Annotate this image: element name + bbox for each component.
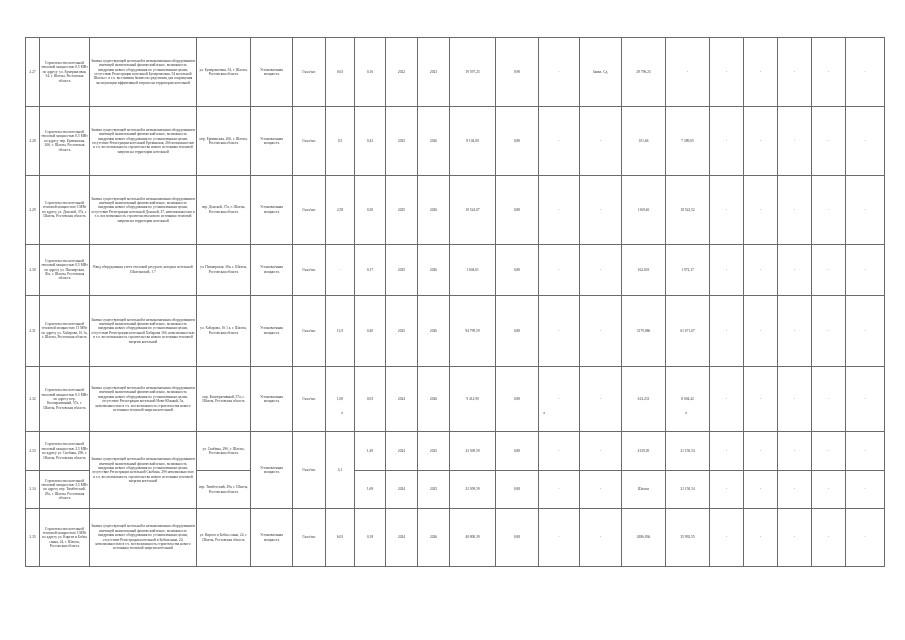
table-row <box>26 38 885 107</box>
cell-num: 2.33 <box>26 432 40 470</box>
investment-table <box>25 37 885 567</box>
cell-c16: 1 972,17 <box>666 244 710 295</box>
cell-c10: 2026 <box>418 244 450 295</box>
cell-c16: 61 671,67 <box>666 295 710 366</box>
cell-c7: 6,03 <box>326 509 355 567</box>
cell-c8: 1,49 <box>355 432 386 470</box>
cell-c13: - <box>539 432 580 470</box>
cell-c15: Шахты <box>622 470 666 508</box>
cell-addr: пер. Донской, 37а, г. Шахты, Ростовская область <box>197 175 251 244</box>
cell-num: 2.28 <box>26 106 40 175</box>
cell-c18: - <box>744 175 778 244</box>
cell-c19: - <box>778 366 812 432</box>
cell-c14: - <box>580 432 622 470</box>
cell-addr: ул. Пионерская, 30а, г. Шахты, Ростовская область <box>197 244 251 295</box>
cell-name: Строительство котельной тепловой мощностью 3 МВт по адресу ул. Донской, 37а, г. Шахты, Ростовская область <box>40 175 90 244</box>
cell-c8: 0,18 <box>355 509 386 567</box>
stray-mark-3: a <box>685 410 688 415</box>
cell-c21: - <box>846 106 885 175</box>
cell-c7: 2,58 <box>326 175 355 244</box>
cell-num: 2.31 <box>26 295 40 366</box>
cell-c9: 2025 <box>386 295 418 366</box>
cell-c10: 2026 <box>418 295 450 366</box>
cell-num: 2.27 <box>26 38 40 107</box>
cell-c12: 0,80 <box>496 244 539 295</box>
cell-type: Установленная мощность <box>251 295 293 366</box>
cell-c17: - <box>710 175 744 244</box>
cell-just: Замена существующей котельной в неэкономичным оборудованием имеющей значительный физический износ, возможность внедрения нового оборудования по установленным целям, отсутствие Регистрации котельной Хабарова 16б, невозможностью в т.ч. воз возможность строительства нового источника тепловой энергии котельной <box>90 295 197 366</box>
cell-c18: - <box>744 244 778 295</box>
cell-c18: - <box>744 295 778 366</box>
cell-unit: Гкал/час <box>293 175 326 244</box>
cell-c12: 0,90 <box>496 38 539 107</box>
cell-c21: - <box>846 509 885 567</box>
cell-c18: - <box>744 509 778 567</box>
cell-c11: 1 604,01 <box>450 244 496 295</box>
cell-c17: - <box>710 432 744 470</box>
cell-type: Установленная мощность <box>251 175 293 244</box>
cell-c16: 21 150,54 <box>666 470 710 508</box>
table-row <box>26 432 885 470</box>
cell-unit: Гкал/час <box>293 366 326 432</box>
cell-unit: Гкал/час <box>293 295 326 366</box>
cell-unit: Гкал/час <box>293 244 326 295</box>
cell-c14: - <box>580 295 622 366</box>
cell-c10: 2026 <box>418 175 450 244</box>
cell-name: Строительство котельной тепловой мощностью 2,5 МВт по адресу ул. Скобина, 29б, г. Шахты, Ростовская область <box>40 432 90 470</box>
cell-c8: 0,43 <box>355 106 386 175</box>
cell-c12: 0,80 <box>496 175 539 244</box>
merged-cell-c7: 4,1 <box>326 432 355 509</box>
cell-c21: - <box>846 470 885 508</box>
stray-mark-1: a <box>341 410 344 415</box>
cell-c13: - <box>539 38 580 107</box>
cell-c9: 2024 <box>386 470 418 508</box>
cell-c17: - <box>710 295 744 366</box>
cell-c10: 2026 <box>418 366 450 432</box>
cell-c19: - <box>778 295 812 366</box>
cell-addr: пер. Тимбетский, 29а, г. Шахты, Ростовская область <box>197 470 251 508</box>
cell-c7: 0,63 <box>326 38 355 107</box>
cell-num: 2.29 <box>26 175 40 244</box>
cell-c10: 2026 <box>418 509 450 567</box>
cell-c7: - <box>326 244 355 295</box>
cell-c15: 1169,46 <box>622 175 666 244</box>
cell-c10: 2023 <box>418 38 450 107</box>
cell-c10: 2025 <box>418 470 450 508</box>
cell-name: Строительство котельной тепловой мощностью 0,5 МВт по адресу пер. Кооперативный, 57а, г. Шахты, Ростовская область <box>40 366 90 432</box>
cell-num: 2.34 <box>26 470 40 508</box>
merged-cell-type: Установленная мощность <box>251 432 293 509</box>
cell-addr: ул. Хабарова, 16 1 а, г. Шахты, Ростовская область <box>197 295 251 366</box>
cell-c18: - <box>744 38 778 107</box>
cell-num: 2.30 <box>26 244 40 295</box>
cell-name: Строительство котельной тепловой мощностью 3,5 МВт по адресу пер. Тимбетский, 29а, г. Шахты, Ростовская область <box>40 470 90 508</box>
cell-c10: 2025 <box>418 432 450 470</box>
cell-addr: ул. Скобина, 29б, г. Шахты, Ростовская область <box>197 432 251 470</box>
cell-c11: 19 524,07 <box>450 175 496 244</box>
cell-c14: - <box>580 509 622 567</box>
cell-c12: 0,80 <box>496 470 539 508</box>
stray-mark-2: a <box>543 410 546 415</box>
cell-c11: 19 597,25 <box>450 38 496 107</box>
merged-cell-unit: Гкал/час <box>293 432 326 509</box>
cell-c11: 40 800,39 <box>450 509 496 567</box>
cell-c21: - <box>846 366 885 432</box>
cell-c16: 21 150,54 <box>666 432 710 470</box>
cell-addr: пер. Кооперативный, 57а, г. Шахты, Ростовская область <box>197 366 251 432</box>
cell-c9: 2025 <box>386 244 418 295</box>
cell-c10: 2026 <box>418 106 450 175</box>
cell-c19: - <box>778 470 812 508</box>
cell-c14: - <box>580 470 622 508</box>
cell-addr: ул. Киргиз и Бобка санна, 24, г. Шахты, Ростовская область <box>197 509 251 567</box>
cell-c21: - <box>846 432 885 470</box>
cell-c8: 0,40 <box>355 295 386 366</box>
cell-c20: - <box>812 175 846 244</box>
cell-c20: - <box>812 509 846 567</box>
cell-c14: - <box>580 175 622 244</box>
cell-c12: 0,80 <box>496 366 539 432</box>
cell-unit: Гкал/час <box>293 509 326 567</box>
cell-just: Замена существующей котельной в неэкономичным оборудованием имеющей значительный физический износ, возможность внедрения нового оборудования по установленным целям, отсутствие Регистрации котельной Донской, 37, невозможностью в т.ч. воз возможность строительства нового источника тепловой энергии на территории котельной <box>90 175 197 244</box>
cell-c19: - <box>778 509 812 567</box>
cell-c14: - <box>580 106 622 175</box>
cell-name: Строительство котельной тепловой мощностью 15 МВт по адресу ул. Хабарова, 16 1а, г. Шахты, Ростовская область <box>40 295 90 366</box>
cell-c20: - <box>812 366 846 432</box>
cell-c13: - <box>539 366 580 432</box>
cell-addr: пер. Ереванская, 26б, г. Шахты, Ростовская область <box>197 106 251 175</box>
cell-c13: - <box>539 295 580 366</box>
cell-c16: 35 992,55 <box>666 509 710 567</box>
cell-c13: - <box>539 244 580 295</box>
table-row <box>26 509 885 567</box>
cell-c12: 0,80 <box>496 106 539 175</box>
cell-c8: 0,03 <box>355 366 386 432</box>
cell-c19: - <box>778 38 812 107</box>
cell-num: 2.32 <box>26 366 40 432</box>
table-row <box>26 295 885 366</box>
cell-c18: - <box>744 106 778 175</box>
cell-c15: 3179,086 <box>622 295 666 366</box>
cell-c20: - <box>812 38 846 107</box>
cell-addr: ул. Бумеранговая, 54, г. Шахты, Ростовская область <box>197 38 251 107</box>
cell-name: Строительство котельной тепловой мощностью 0,5 МВт по адресу: ул. Бумеранговая, 54, г. Шахты, Ростовская область <box>40 38 90 107</box>
cell-c14: Заявл. Сд. <box>580 38 622 107</box>
cell-type: Установленная мощность <box>251 509 293 567</box>
cell-c17: - <box>710 106 744 175</box>
cell-c15: 4139,05 <box>622 432 666 470</box>
cell-just: Замена существующей котельной в неэкономичным оборудованием имеющей значительный физический износ, возможность внедрения нового оборудования по установленным целям, отсутствие Регистрации котельной Бумеранговая, 54 котельной Шахты г. в т.ч. воз мнения бизнесов средствами для сокращения эксплуатации эффективной затраты на территории котельной <box>90 38 197 107</box>
cell-c12: 0,80 <box>496 295 539 366</box>
cell-c8: 1,69 <box>355 470 386 508</box>
cell-num: 2.35 <box>26 509 40 567</box>
cell-c11: 8 104,00 <box>450 106 496 175</box>
cell-c16: 18 522,52 <box>666 175 710 244</box>
cell-c19: - <box>778 106 812 175</box>
cell-c11: 23 509,59 <box>450 470 496 508</box>
table-row <box>26 175 885 244</box>
cell-type: Установленная мощность <box>251 38 293 107</box>
cell-type: Установленная мощность <box>251 106 293 175</box>
cell-c14: - <box>580 366 622 432</box>
cell-c11: 23 509,59 <box>450 432 496 470</box>
table-row <box>26 106 885 175</box>
cell-c9: 2024 <box>386 432 418 470</box>
cell-c13: - <box>539 175 580 244</box>
cell-c18: - <box>744 366 778 432</box>
cell-name: Строительство котельной тепловой мощностью 3 МВт по адресу ул. Киргиз и Бобка санна, 24, г. Шахты, Ростовская область <box>40 509 90 567</box>
cell-type: Установленная мощность <box>251 244 293 295</box>
cell-c17: - <box>710 366 744 432</box>
cell-c21: - <box>846 244 885 295</box>
cell-c14: - <box>580 244 622 295</box>
cell-c20: - <box>812 470 846 508</box>
cell-c13: - <box>539 470 580 508</box>
cell-c17: - <box>710 244 744 295</box>
cell-c15: 29 796,23 <box>622 38 666 107</box>
cell-c17: - <box>710 38 744 107</box>
cell-c19: - <box>778 175 812 244</box>
cell-just: Замена существующей котельной в неэкономичным оборудованием имеющей значительный физический износ, возможность внедрения нового оборудования по установленным целям, отсутствие Регистрации котельной в Бобкасанна, 24, невозможностью в т.ч. воз возможность строительства нового источника тепловой энергии котельной <box>90 509 197 567</box>
cell-just: Ввод оборудования учета тепловой ресурсов, которых котельной Шахтинской, 1 7 <box>90 244 197 295</box>
cell-c15: 614,231 <box>622 366 666 432</box>
cell-c13: - <box>539 106 580 175</box>
cell-name: Строительство котельной тепловой мощностью 0,5 МВт по адресу пер. Ереванская, 26б, г. Шахты, Ростовская область <box>40 106 90 175</box>
cell-c20: - <box>812 244 846 295</box>
cell-c20: - <box>812 295 846 366</box>
cell-c12: 0,80 <box>496 432 539 470</box>
cell-unit: Гкал/час <box>293 106 326 175</box>
cell-c8: 0,16 <box>355 38 386 107</box>
cell-c9: 2025 <box>386 175 418 244</box>
cell-c11: 9 412,90 <box>450 366 496 432</box>
cell-c9: 2024 <box>386 509 418 567</box>
cell-c15: 101,66 <box>622 106 666 175</box>
cell-c16: - <box>666 38 710 107</box>
cell-c18: - <box>744 432 778 470</box>
cell-name: Строительство котельной тепловой мощностью 0,5 МВт по адресу ул. Пионерская, 30а, г. Шахты, Ростовская область <box>40 244 90 295</box>
cell-c15: 162,601 <box>622 244 666 295</box>
cell-just: Замена существующей котельной в неэкономичным оборудованием имеющей значительный физический износ, возможность внедрения нового оборудования по установленным целям, отсутствие Регистрации котельной Ново-Южный, 5а, невозможностью в т.ч. воз возможность строительства нового источника тепловой энергии котельной <box>90 366 197 432</box>
cell-c20: - <box>812 106 846 175</box>
cell-c9: 2024 <box>386 366 418 432</box>
cell-c11: 94 799,59 <box>450 295 496 366</box>
cell-c9: 2022 <box>386 38 418 107</box>
cell-c7: 0,5 <box>326 106 355 175</box>
merged-cell-just: Замена существующей котельной в неэкономичным оборудованием имеющей значительный физический износ, возможность внедрения нового оборудования по установленным целям, отсутствие Регистрации котельной Скобина, 29б невозможностью в т.ч. воз возможность строительства нового источника тепловой энергии котельной <box>90 432 197 509</box>
cell-c7: 12,9 <box>326 295 355 366</box>
cell-c21: - <box>846 38 885 107</box>
cell-c17: - <box>710 509 744 567</box>
cell-c16: 8 004,42 <box>666 366 710 432</box>
cell-just: Замена существующей котельной в неэкономичным оборудованием имеющей значительный физический износ, возможность внедрения нового оборудования по установленным целям, отсутствие Регистрации котельной Ереванская, 26б возможностью в т.ч. воз возможность строительства нового источника тепловой энергии на территории котельной <box>90 106 197 175</box>
cell-c8: 0,17 <box>355 244 386 295</box>
cell-c13: - <box>539 509 580 567</box>
cell-c9: 2025 <box>386 106 418 175</box>
cell-c7: 1,00 <box>326 366 355 432</box>
cell-c21: - <box>846 295 885 366</box>
cell-c8: 0,30 <box>355 175 386 244</box>
table-row <box>26 366 885 432</box>
cell-c16: 7 389,65 <box>666 106 710 175</box>
cell-c19: - <box>778 432 812 470</box>
cell-c15: 4386,036 <box>622 509 666 567</box>
cell-c17: - <box>710 470 744 508</box>
table-row <box>26 244 885 295</box>
cell-c21: - <box>846 175 885 244</box>
cell-c18: - <box>744 470 778 508</box>
cell-c12: 0,80 <box>496 509 539 567</box>
cell-type: Установленная мощность <box>251 366 293 432</box>
cell-unit: Гкал/час <box>293 38 326 107</box>
cell-c20: - <box>812 432 846 470</box>
cell-c19: - <box>778 244 812 295</box>
